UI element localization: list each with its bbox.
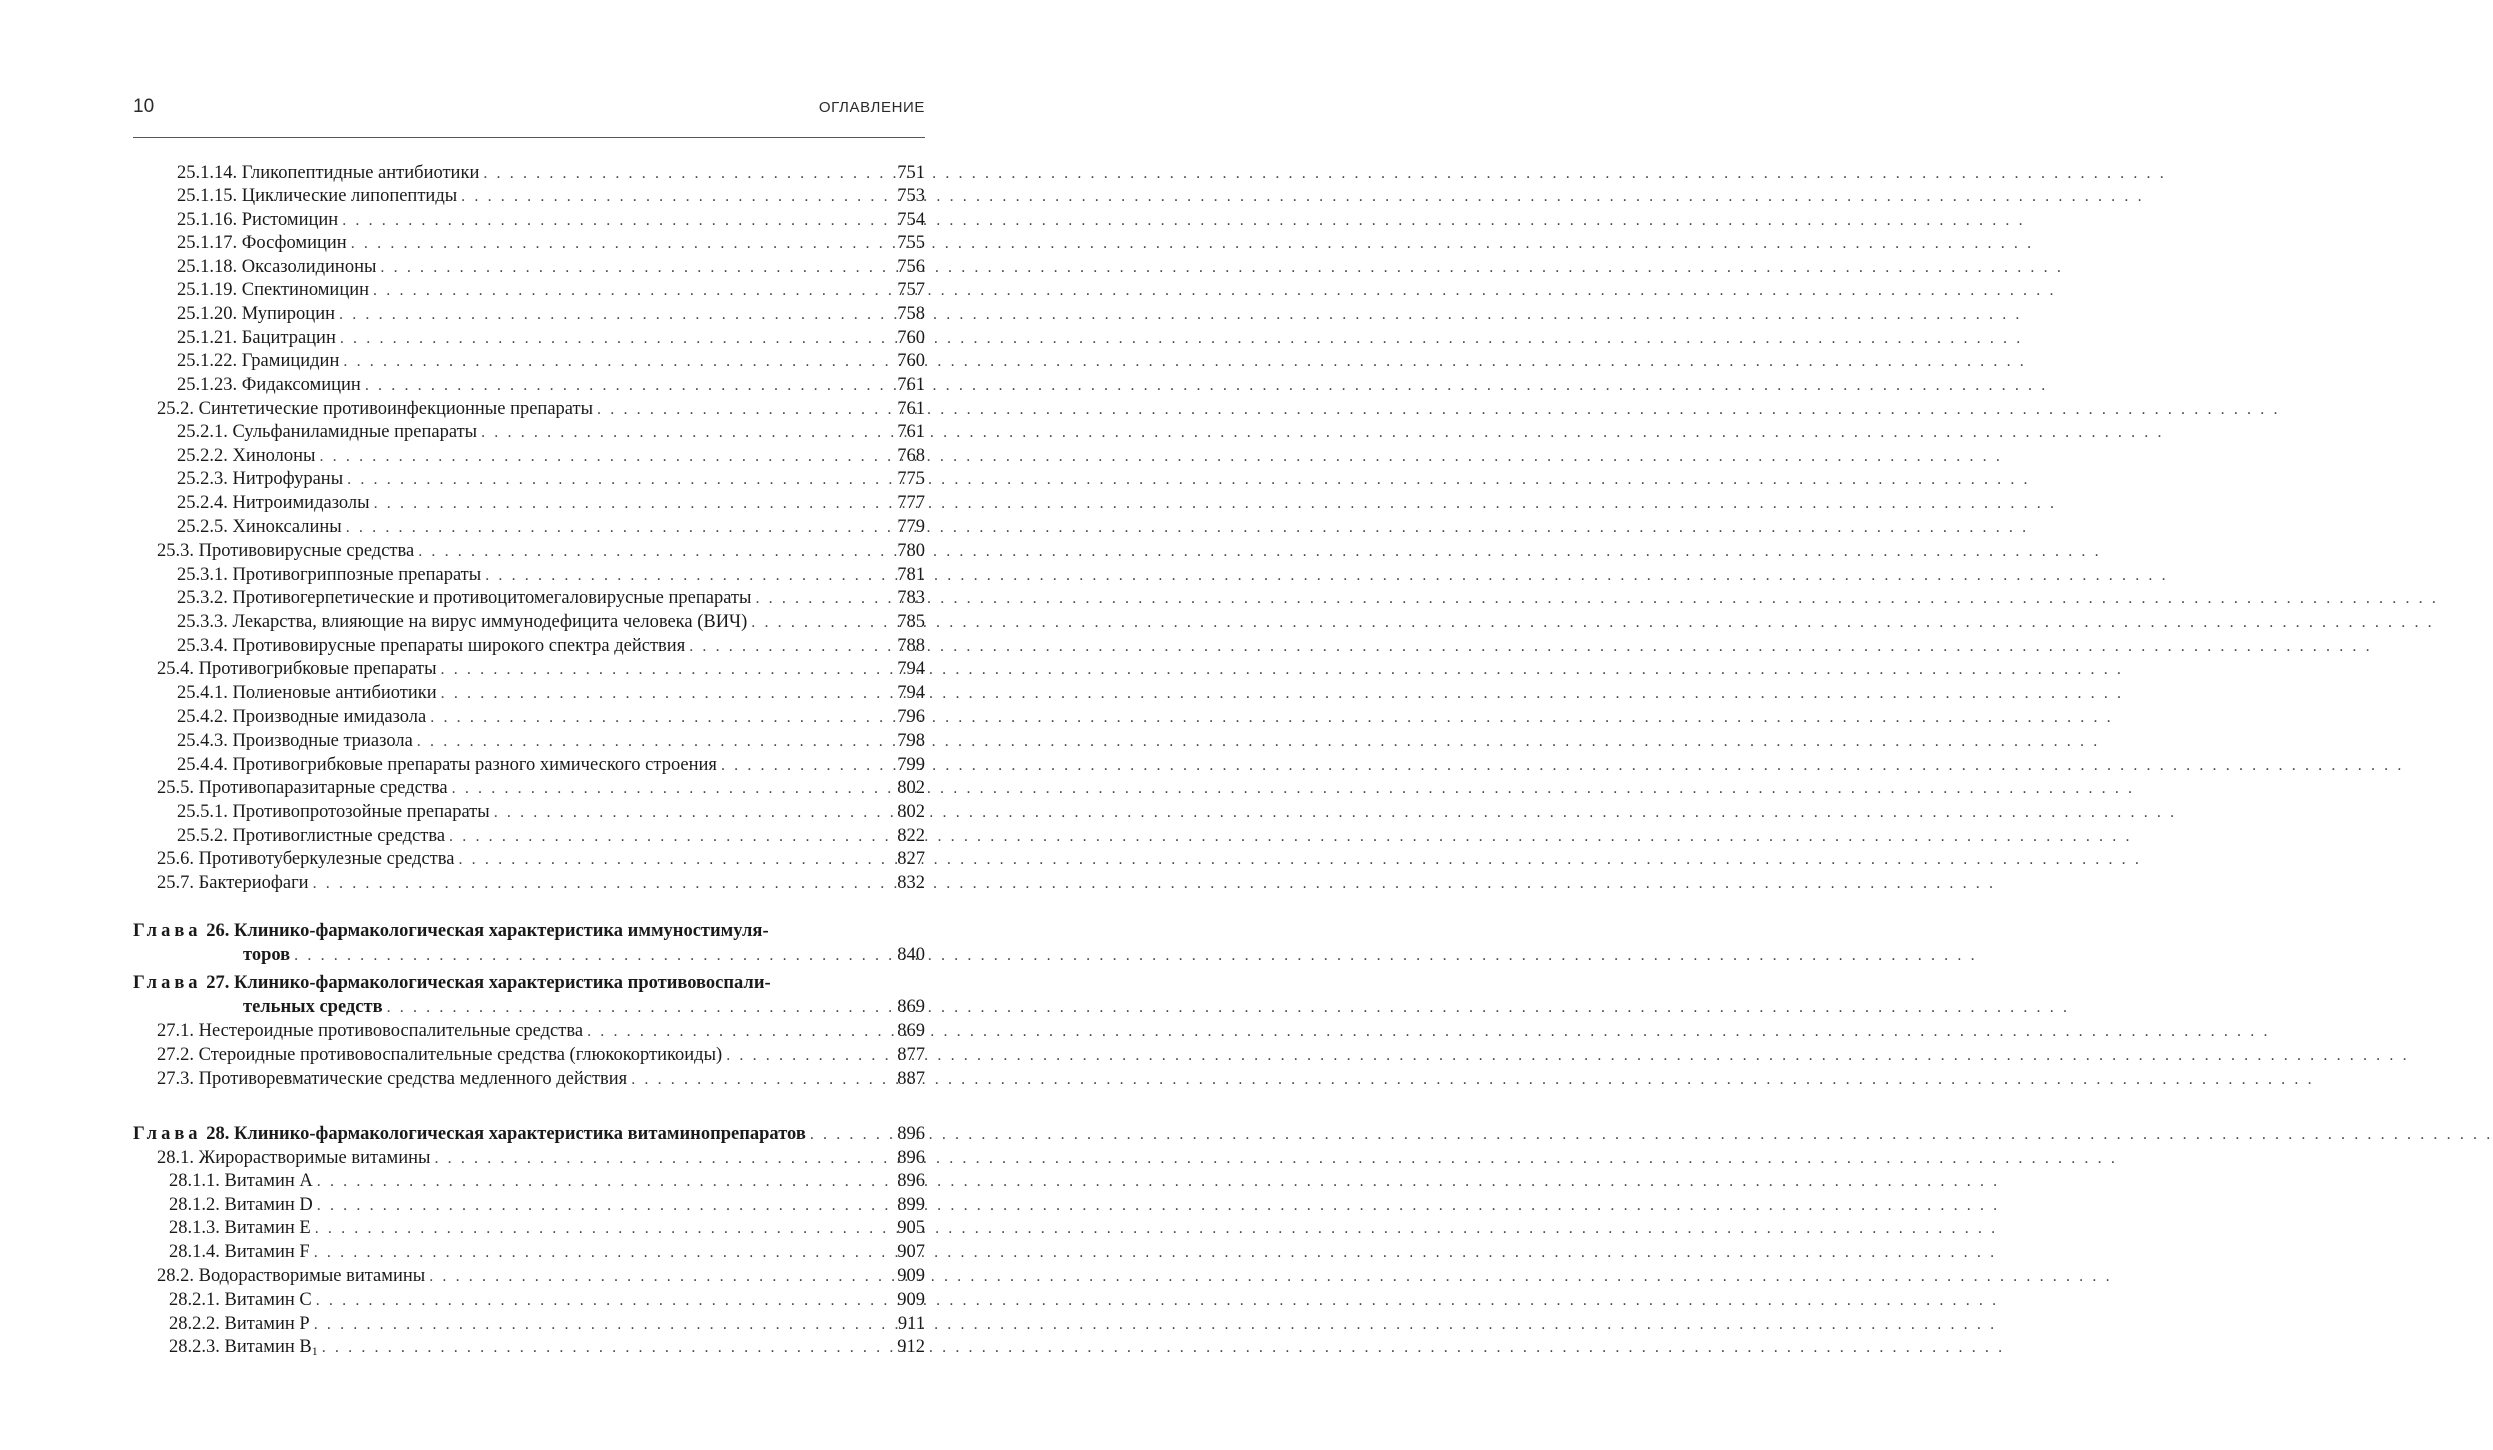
toc-page: 781 [897, 565, 925, 585]
toc-page: 869 [897, 997, 925, 1017]
page-number: 10 [133, 96, 155, 117]
toc-entry[interactable]: 25.1.20. Мупироцин . . . 758 [177, 303, 925, 326]
toc-page: 751 [897, 163, 925, 183]
toc-entry[interactable]: 25.4.4. Противогрибковые препараты разного химического строения . . . 799 [177, 754, 925, 777]
toc-entry[interactable]: 25.1.22. Грамицидин . . . 760 [177, 350, 925, 373]
toc-page: 887 [897, 1069, 925, 1089]
toc-page: 896 [897, 1171, 925, 1191]
toc-page: 758 [897, 304, 925, 324]
toc-page: 802 [897, 802, 925, 822]
toc-entry[interactable]: 28.1.4. Витамин F . . . 907 [169, 1241, 925, 1264]
chapter-26-heading-cont[interactable]: торов . . . 840 [243, 944, 925, 967]
toc-page: 840 [897, 945, 925, 965]
toc-page: 760 [897, 328, 925, 348]
toc-page: 896 [897, 1124, 925, 1144]
toc-entry[interactable]: 28.2. Водорастворимые витамины . . . 909 [157, 1265, 925, 1288]
chapter-27-heading[interactable]: Глава 27. Клинико-фармакологическая характеристика противовоспали- [133, 973, 771, 993]
toc-page: 756 [897, 257, 925, 277]
chapter-26-heading[interactable]: Глава 26. Клинико-фармакологическая характеристика иммуностимуля- [133, 921, 769, 941]
toc-page: 794 [897, 659, 925, 679]
toc-entry[interactable]: 25.1.23. Фидаксомицин . . . 761 [177, 374, 925, 397]
toc-page: 869 [897, 1021, 925, 1041]
toc-entry[interactable]: 25.1.15. Циклические липопептиды . . . 753 [177, 185, 925, 208]
toc-page: 779 [897, 517, 925, 537]
toc-page: 798 [897, 731, 925, 751]
toc-entry[interactable]: 28.2.3. Витамин $В_1$ . . . 912 [169, 1336, 925, 1359]
toc-entry[interactable]: 25.1.19. Спектиномицин . . . 757 [177, 279, 925, 302]
toc-entry[interactable]: 25.3.3. Лекарства, влияющие на вирус иммунодефицита человека (ВИЧ) . . . 785 [177, 611, 925, 634]
toc-entry[interactable]: 25.3.4. Противовирусные препараты широкого спектра действия . . . 788 [177, 635, 925, 658]
toc-page: 832 [897, 873, 925, 893]
toc-page: 822 [897, 826, 925, 846]
toc-entry[interactable]: 25.1.14. Гликопептидные антибиотики . . . 751 [177, 162, 925, 185]
toc-page: 896 [897, 1148, 925, 1168]
toc-entry[interactable]: 25.3.1. Противогриппозные препараты . . . 781 [177, 564, 925, 587]
toc-page: 761 [897, 375, 925, 395]
toc-entry[interactable]: 28.1. Жирорастворимые витамины . . . 896 [157, 1147, 925, 1170]
toc-entry[interactable]: 25.4.3. Производные триазола . . . 798 [177, 730, 925, 753]
toc-entry[interactable]: 25.2.4. Нитроимидазолы . . . 777 [177, 492, 925, 515]
toc-page: 783 [897, 588, 925, 608]
toc-page: 785 [897, 612, 925, 632]
toc-page: 794 [897, 683, 925, 703]
toc-entry[interactable]: 25.2.2. Хинолоны . . . 768 [177, 445, 925, 468]
toc-entry[interactable]: 28.1.1. Витамин А . . . 896 [169, 1170, 925, 1193]
toc-entry[interactable]: 27.1. Нестероидные противовоспалительные средства . . . 869 [157, 1020, 925, 1043]
toc-page: 775 [897, 469, 925, 489]
toc-page: 753 [897, 186, 925, 206]
toc-page: 780 [897, 541, 925, 561]
toc-page: 754 [897, 210, 925, 230]
toc-page: 788 [897, 636, 925, 656]
toc-entry[interactable]: 28.1.3. Витамин Е . . . 905 [169, 1217, 925, 1240]
toc-entry[interactable]: 25.1.21. Бацитрацин . . . 760 [177, 327, 925, 350]
toc-page: 799 [897, 755, 925, 775]
toc-page: 802 [897, 778, 925, 798]
toc-page: 760 [897, 351, 925, 371]
toc-page: 777 [897, 493, 925, 513]
section-title: ОГЛАВЛЕНИЕ [818, 99, 925, 116]
toc-entry[interactable]: 25.3.2. Противогерпетические и противоцитомегаловирусные препараты . . . 783 [177, 587, 925, 610]
toc-entry[interactable]: 25.5.2. Противоглистные средства . . . 822 [177, 825, 925, 848]
toc-entry[interactable]: 27.2. Стероидные противовоспалительные средства (глюкокортикоиды) . . . 877 [157, 1044, 925, 1067]
toc-entry[interactable]: 28.2.1. Витамин С . . . 909 [169, 1289, 925, 1312]
toc-entry[interactable]: 25.6. Противотуберкулезные средства . . . 827 [157, 848, 925, 871]
toc-page: 755 [897, 233, 925, 253]
toc-entry[interactable]: 25.1.16. Ристомицин . . . 754 [177, 209, 925, 232]
toc-entry[interactable]: 25.7. Бактериофаги . . . 832 [157, 872, 925, 895]
toc-page: 796 [897, 707, 925, 727]
toc-entry[interactable]: 25.5. Противопаразитарные средства . . . 802 [157, 777, 925, 800]
toc-entry[interactable]: 27.3. Противоревматические средства медленного действия . . . 887 [157, 1068, 925, 1091]
toc-entry[interactable]: 28.2.2. Витамин Р . . . 911 [169, 1313, 925, 1336]
toc-page: 911 [897, 1314, 925, 1334]
toc-page: 907 [897, 1242, 925, 1262]
toc-entry[interactable]: 25.2.1. Сульфаниламидные препараты . . . 761 [177, 421, 925, 444]
toc-entry[interactable]: 25.4. Противогрибковые препараты . . . 794 [157, 658, 925, 681]
toc-entry[interactable]: 25.1.18. Оксазолидиноны . . . 756 [177, 256, 925, 279]
toc-page: 877 [897, 1045, 925, 1065]
toc-page: 909 [897, 1266, 925, 1286]
toc-entry[interactable]: 25.4.1. Полиеновые антибиотики . . . 794 [177, 682, 925, 705]
toc-entry[interactable]: 25.5.1. Противопротозойные препараты . . . 802 [177, 801, 925, 824]
chapter-27-heading-cont[interactable]: тельных средств . . . 869 [243, 996, 925, 1019]
toc-entry[interactable]: 25.4.2. Производные имидазола . . . 796 [177, 706, 925, 729]
toc-page: 909 [897, 1290, 925, 1310]
toc-entry[interactable]: 25.2.5. Хиноксалины . . . 779 [177, 516, 925, 539]
toc-page: 912 [897, 1337, 925, 1357]
toc-page: 761 [897, 422, 925, 442]
toc-entry[interactable]: 28.1.2. Витамин D . . . 899 [169, 1194, 925, 1217]
toc-entry[interactable]: 25.2. Синтетические противоинфекционные препараты . . . 761 [157, 398, 925, 421]
toc-page: 905 [897, 1218, 925, 1238]
chapter-28-heading[interactable]: Глава 28. Клинико-фармакологическая характеристика витаминопрепаратов . . . 896 [133, 1123, 925, 1146]
toc-entry[interactable]: 25.3. Противовирусные средства . . . 780 [157, 540, 925, 563]
toc-entry[interactable]: 25.2.3. Нитрофураны . . . 775 [177, 468, 925, 491]
toc-page: 757 [897, 280, 925, 300]
toc-page: 899 [897, 1195, 925, 1215]
table-of-contents [0, 0, 1000, 1450]
toc-page: 761 [897, 399, 925, 419]
toc-entry[interactable]: 25.1.17. Фосфомицин . . . 755 [177, 232, 925, 255]
toc-page: 827 [897, 849, 925, 869]
toc-page: 768 [897, 446, 925, 466]
